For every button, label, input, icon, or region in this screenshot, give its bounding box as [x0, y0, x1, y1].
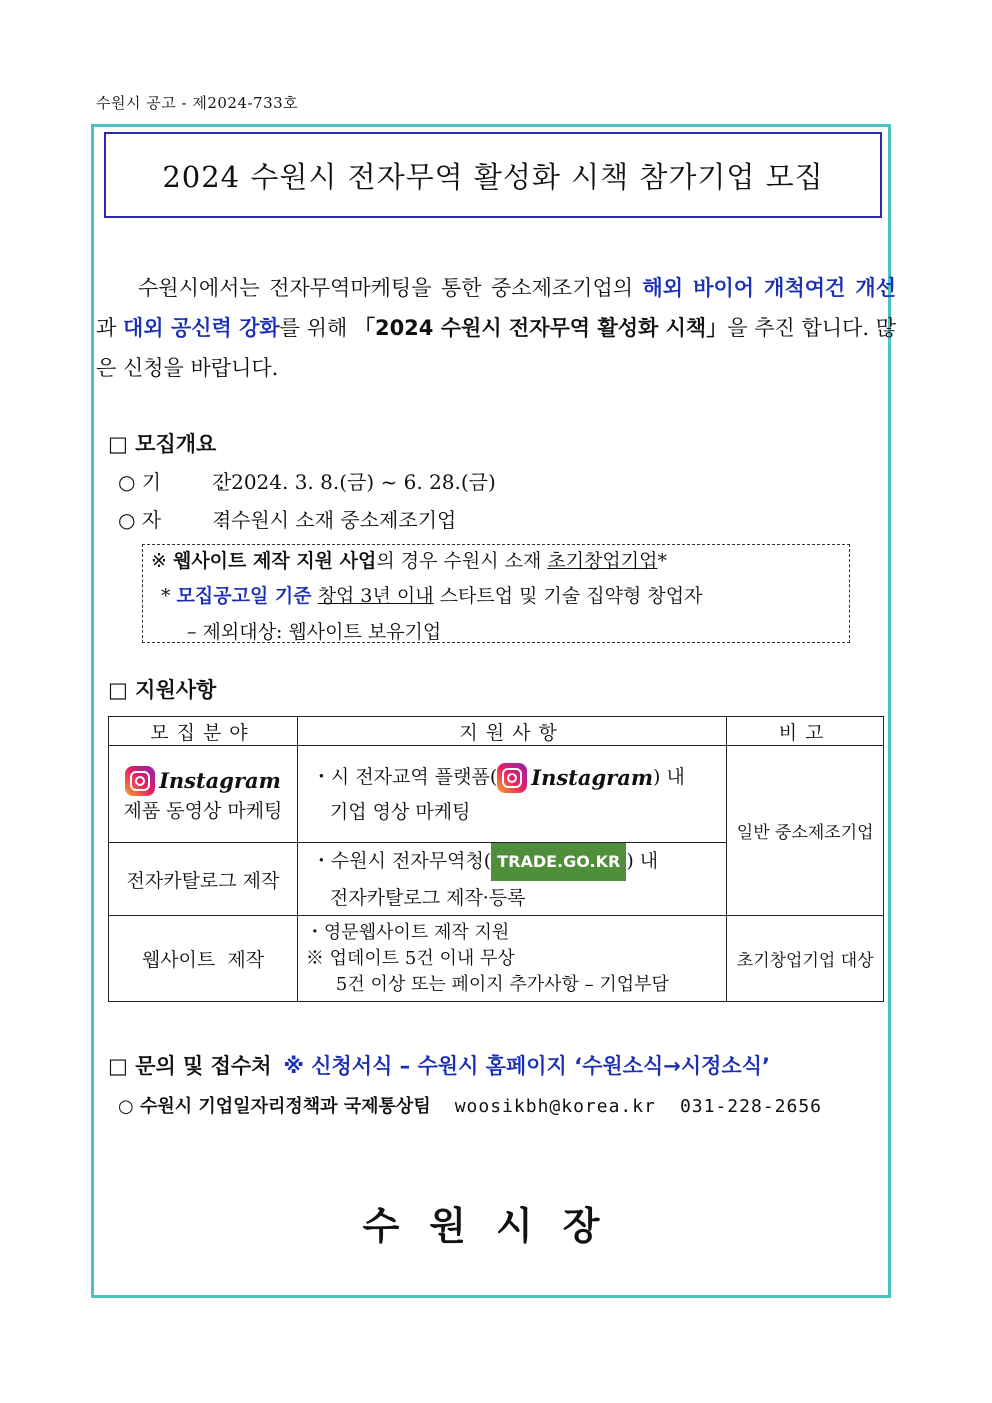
contact-info	[118, 1092, 822, 1118]
intro-text-3: 를 위해	[279, 316, 354, 340]
note-line-1-text: 의 경우 수원시 소재	[376, 550, 548, 572]
row1-support-a: ・시 전자교역 플랫폼(	[311, 765, 498, 788]
row1-support	[297, 746, 726, 843]
note-line-2-text: 스타트업 및 기술 집약형 창업자	[433, 585, 703, 607]
note-criteria: 모집공고일 기준	[176, 585, 312, 607]
header-note: 비고	[727, 717, 884, 746]
row2-support-a: ・수원시 전자무역청(	[311, 850, 492, 872]
note-within-3-years: 창업 3년 이내	[317, 585, 434, 607]
contact-heading-line	[108, 1050, 770, 1080]
table-row	[109, 916, 884, 1002]
application-form-note: ※ 신청서식 – 수원시 홈페이지 ‘수원소식→시정소식’	[283, 1054, 770, 1078]
row3-support-3: 5건 이상 또는 페이지 추가사항 – 기업부담	[335, 973, 669, 995]
note-line-1	[151, 546, 667, 573]
intro-text-5: 을 추진 합니다. 많은 신청을 바랍니다.	[96, 316, 897, 380]
note-star-mark: *	[161, 585, 177, 607]
section-heading-overview: □ 모집개요	[108, 432, 217, 456]
mayor-signature: 수원시장	[362, 1203, 630, 1248]
note-mark: ※	[151, 550, 173, 572]
row1-note: 일반 중소제조기업	[727, 746, 884, 916]
intro-highlight-1: 해외 바이어 개척여건 개선	[642, 276, 896, 300]
row3-support-2: ※ 업데이트 5건 이내 무상	[305, 947, 515, 969]
note-line-3: – 제외대상: 웹사이트 보유기업	[187, 621, 442, 643]
period-label: ○ 기 간	[118, 470, 232, 494]
row3-field: 웹사이트 제작	[109, 916, 298, 1002]
intro-text-2: 과	[96, 316, 123, 340]
table-header-row	[109, 717, 884, 746]
header-field: 모집분야	[109, 717, 298, 746]
period-value: : 2024. 3. 8.(금) ~ 6. 28.(금)	[218, 470, 496, 494]
section-heading-contact: □ 문의 및 접수처	[108, 1054, 272, 1078]
instagram-icon	[497, 763, 527, 793]
qualification-label: ○ 자 격	[118, 508, 232, 532]
instagram-icon	[125, 766, 155, 796]
qualification-value: : 수원시 소재 중소제조기업	[218, 508, 457, 532]
row2-field: 전자카탈로그 제작	[109, 843, 298, 916]
row1-field	[109, 746, 298, 843]
overview-period	[118, 466, 496, 495]
note-startup-term: 초기창업기업	[547, 550, 658, 572]
trade-go-kr-logo: TRADE.GO.KR	[491, 843, 626, 881]
document-title: 2024 수원시 전자무역 활성화 시책 참가기업 모집	[104, 132, 882, 218]
contact-phone: 031-228-2656	[679, 1096, 822, 1117]
row1-support-b: ) 내	[653, 765, 685, 788]
row3-note: 초기창업기업 대상	[727, 916, 884, 1002]
support-table	[108, 716, 884, 1002]
intro-highlight-2: 대외 공신력 강화	[123, 316, 280, 340]
row1-support-2: 기업 영상 마케팅	[329, 800, 471, 823]
intro-text-1: 수원시에서는 전자무역마케팅을 통한 중소제조기업의	[138, 276, 643, 300]
note-line-2	[161, 581, 702, 608]
intro-program-name: 「2024 수원시 전자무역 활성화 시책」	[353, 316, 728, 340]
row3-support	[297, 916, 726, 1002]
note-website-program: 웹사이트 제작 지원 사업	[172, 550, 377, 572]
intro-paragraph	[96, 268, 896, 388]
announcement-number: 수원시 공고 - 제2024-733호	[96, 94, 299, 112]
header-support: 지원사항	[297, 717, 726, 746]
row2-support-b: ) 내	[626, 850, 659, 872]
section-heading-support: □ 지원사항	[108, 678, 217, 702]
instagram-logo: Instagram	[125, 766, 281, 796]
contact-email: woosikbh@korea.kr	[454, 1096, 656, 1117]
note-asterisk: *	[657, 550, 667, 572]
table-row	[109, 746, 884, 843]
row3-support-1: ・영문웹사이트 제작 지원	[305, 921, 510, 943]
row2-support	[297, 843, 726, 916]
overview-qualification	[118, 504, 456, 533]
eligibility-note-box	[142, 544, 850, 643]
contact-org: ○ 수원시 기업일자리정책과 국제통상팀	[118, 1096, 431, 1117]
row1-field-text: 제품 동영상 마케팅	[123, 799, 283, 822]
instagram-logo-inline: Instagram	[497, 761, 653, 795]
row2-support-2: 전자카탈로그 제작·등록	[329, 887, 526, 909]
